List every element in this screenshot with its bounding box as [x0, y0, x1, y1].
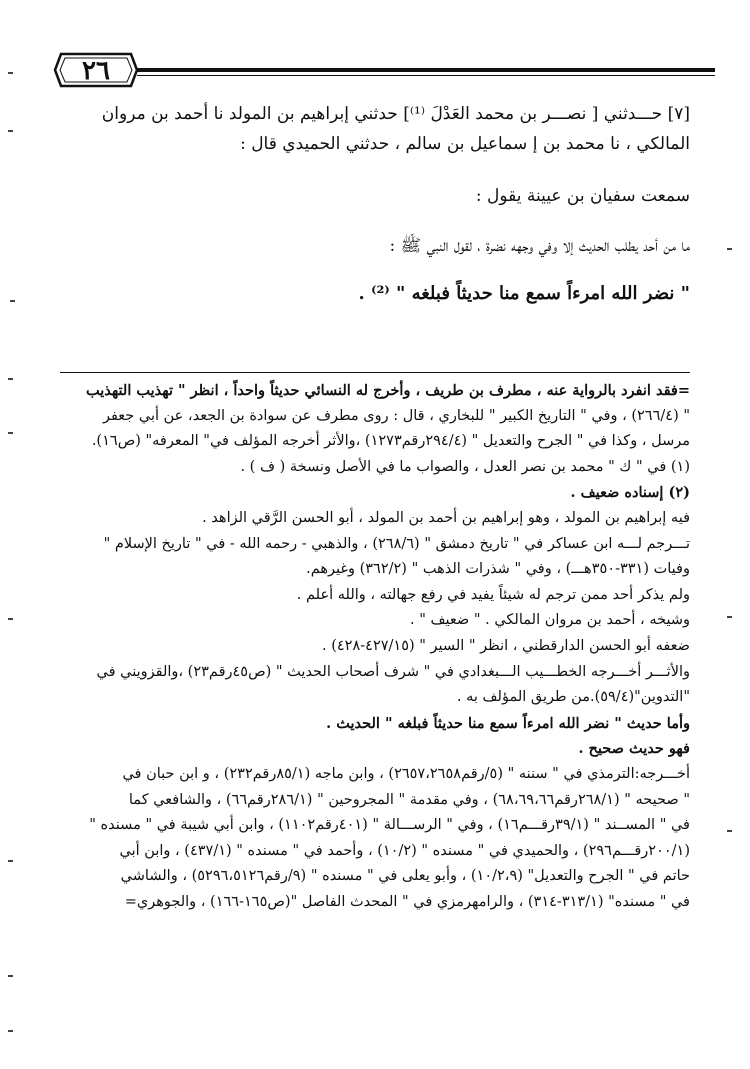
- scan-mark: [10, 300, 15, 302]
- scan-mark: [8, 432, 13, 434]
- footnote-line: ولم يذكر أحد ممن ترجم له شيئاً يفيد في رفع جهالته ، والله أعلم .: [296, 586, 690, 603]
- scan-mark: [727, 830, 732, 832]
- footnote-line: (٢) إسناده ضعيف .: [570, 484, 690, 502]
- main-line: [٧] حـــدثني [ نصـــر بن محمد العَدْلَ ⁽¹⁾] حدثني إبراهيم بن المولد نا أحمد بن مروان: [101, 104, 690, 124]
- footnote-line: " صحيحه " (٢٦٨/١رقم٦٨،٦٩،٦٦) ، وفي مقدمة " المجروحين " (٢٨٦/١رقم٦٦) ، والشافعي كما: [128, 791, 690, 808]
- scan-mark: [8, 975, 13, 977]
- main-line: ما من أحد يطلب الحديث إلا وفي وجهه نضرة ، لقول النبي ﷺ :: [389, 236, 690, 256]
- footnote-line: "التدوين"(٥٩/٤).من طريق المؤلف به .: [456, 689, 690, 706]
- main-line: سمعت سفيان بن عيينة يقول :: [475, 186, 690, 206]
- footnote-line: (١) في " ك " محمد بن نصر العدل ، والصواب ما في الأصل ونسخة ( ف ) .: [240, 458, 690, 475]
- footnote-line: ضعفه أبو الحسن الدارقطني ، انظر " السير " (٤٢٧/١٥-٤٢٨) .: [321, 637, 690, 654]
- scan-mark: [8, 860, 13, 862]
- header-rule-thin: [137, 75, 715, 76]
- page-header: [45, 48, 715, 94]
- footnote-line: =فقد انفرد بالرواية عنه ، مطرف بن طريف ، وأخرج له النسائي حديثاً واحداً ، انظر " تهذيب التهذيب: [85, 382, 690, 399]
- footnote-line: وشيخه ، أحمد بن مروان المالكي . " ضعيف " .: [410, 612, 690, 629]
- footnote-line: مرسل ، وكذا في " الجرح والتعديل " (٢٩٤/٤رقم١٢٧٣) ،والأثر أخرجه المؤلف في" المعرفه" (ص١٦).: [91, 433, 690, 450]
- footnote-line: فهو حديث صحيح .: [578, 740, 690, 758]
- main-text: [60, 100, 690, 308]
- footnote-line: في " مسنده" (٣١٣/١-٣١٤) ، والرامهرمزي في " المحدث الفاصل "(ص١٦٥-١٦٦) ، والجوهري=: [124, 893, 690, 910]
- scan-mark: [727, 616, 732, 618]
- footnote-line: أخـــرجه:الترمذي في " سننه " (٥/رقم٢٦٥٧،٢٦٥٨) ، وابن ماجه (٨٥/١رقم٢٣٢) ، و ابن حبان في: [122, 765, 690, 782]
- footnotes: [60, 378, 690, 915]
- footnote-line: تـــرجم لـــه ابن عساكر في " تاريخ دمشق " (٢٦٨/٦) ، والذهبي - رحمه الله - في " تاريخ الإسلام ": [103, 535, 690, 552]
- scan-mark: [727, 248, 732, 250]
- scan-mark: [8, 618, 13, 620]
- footnote-line: في " المســند " (٣٩/١رقـــم١٦) ، وفي " الرســـالة " (٤٠١رقم١١٠٢) ، وابن أبي شيبة في " مسنده ": [89, 817, 690, 834]
- footnote-line: وفيات (٣٣١-٣٥٠هـــ) ، وفي " شذرات الذهب " (٣٦٢/٢) وغيرهم.: [306, 561, 690, 578]
- footnote-separator: [60, 372, 690, 373]
- scan-mark: [8, 130, 13, 132]
- footnote-line: (٢٠٠/١رقـــم٢٩٦) ، والحميدي في " مسنده " (١٠/٢) ، وأحمد في " مسنده " (٤٣٧/١) ، وابن أبي: [119, 842, 690, 859]
- page-number: ٢٦: [82, 56, 110, 86]
- footnote-line: والأثـــر أخـــرجه الخطـــيب الـــبغدادي في " شرف أصحاب الحديث " (ص٤٥رقم٢٣) ،والقزويني في: [96, 663, 690, 680]
- hadith-line: " نضر الله امرءاً سمع منا حديثاً فبلغه " ⁽²⁾ .: [358, 283, 690, 304]
- footnote-line: وأما حديث " نضر الله امرءاً سمع منا حديثاً فبلغه " الحديث .: [326, 714, 690, 732]
- header-rule: [137, 68, 715, 72]
- footnote-line: " (٢٦٦/٤) ، وفي " التاريخ الكبير " للبخاري ، قال : روى مطرف عن سوادة بن الجعد، عن أبي جعفر: [102, 407, 690, 424]
- scan-mark: [8, 72, 13, 74]
- scan-mark: [8, 1030, 13, 1032]
- main-line: المالكي ، نا محمد بن إ سماعيل بن سالم ، حدثني الحميدي قال :: [240, 134, 690, 154]
- footnote-line: فيه إبراهيم بن المولد ، وهو إبراهيم بن أحمد بن المولد ، أبو الحسن الرَّقي الزاهد .: [202, 509, 690, 526]
- scan-mark: [8, 378, 13, 380]
- footnote-line: حاتم في " الجرح والتعديل" (١٠/٢،٩) ، وأبو يعلى في " مسنده " (٩/رقم٥٢٩٦،٥١٢٦) ، والشاشي: [120, 868, 690, 885]
